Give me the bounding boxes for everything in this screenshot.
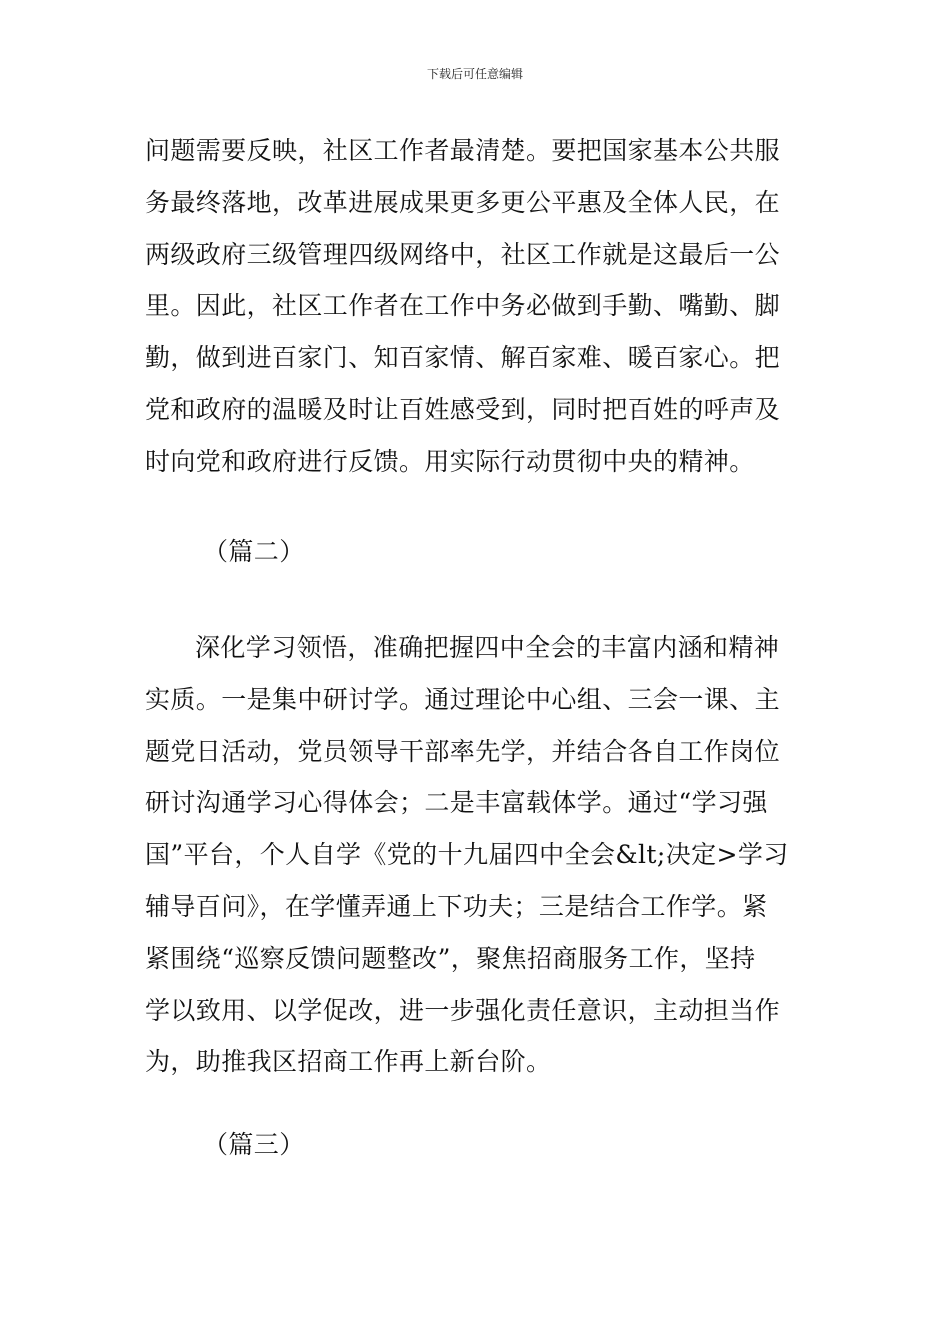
paragraph-line: 问题需要反映，社区工作者最清楚。要把国家基本公共服 <box>145 136 781 165</box>
paragraph-line: 国”平台，个人自学《党的十九届四中全会&lt;决定>学习 <box>145 840 789 870</box>
paragraph-line: 为，助推我区招商工作再上新台阶。 <box>145 1047 552 1077</box>
paragraph-line: 实质。一是集中研讨学。通过理论中心组、三会一课、主 <box>145 684 781 714</box>
paragraph-line: 勤，做到进百家门、知百家情、解百家难、暖百家心。把 <box>145 343 781 373</box>
paragraph-line: 题党日活动，党员领导干部率先学，并结合各自工作岗位 <box>145 736 781 766</box>
paragraph-line: 务最终落地，改革进展成果更多更公平惠及全体人民，在 <box>145 187 781 217</box>
paragraph-line: 党和政府的温暖及时让百姓感受到，同时把百姓的呼声及 <box>145 394 781 424</box>
paragraph-line: 学以致用、以学促改，进一步强化责任意识，主动担当作 <box>145 995 781 1025</box>
paragraph-line: 辅导百问》，在学懂弄通上下功夫；三是结合工作学。紧 <box>145 891 768 921</box>
section-heading-2 <box>145 526 868 578</box>
paragraph-2 <box>145 622 810 1088</box>
paragraph-1 <box>145 125 810 488</box>
paragraph-line: 时向党和政府进行反馈。用实际行动贯彻中央的精神。 <box>145 446 755 476</box>
paragraph-line: 里。因此，社区工作者在工作中务必做到手勤、嘴勤、脚 <box>145 291 781 321</box>
paragraph-line: 紧围绕“巡察反馈问题整改”，聚焦招商服务工作，坚持 <box>145 943 756 973</box>
section-heading-text: （篇三） <box>203 1130 305 1159</box>
section-heading-text: （篇二） <box>203 537 305 566</box>
paragraph-line: 深化学习领悟，准确把握四中全会的丰富内涵和精神 <box>195 633 780 662</box>
paragraph-line: 两级政府三级管理四级网络中，社区工作就是这最后一公 <box>145 239 781 269</box>
page-header-note: 下载后可任意编辑 <box>426 67 523 81</box>
section-heading-3 <box>145 1119 868 1171</box>
paragraph-line: 研讨沟通学习心得体会；二是丰富载体学。通过“学习强 <box>145 788 768 818</box>
